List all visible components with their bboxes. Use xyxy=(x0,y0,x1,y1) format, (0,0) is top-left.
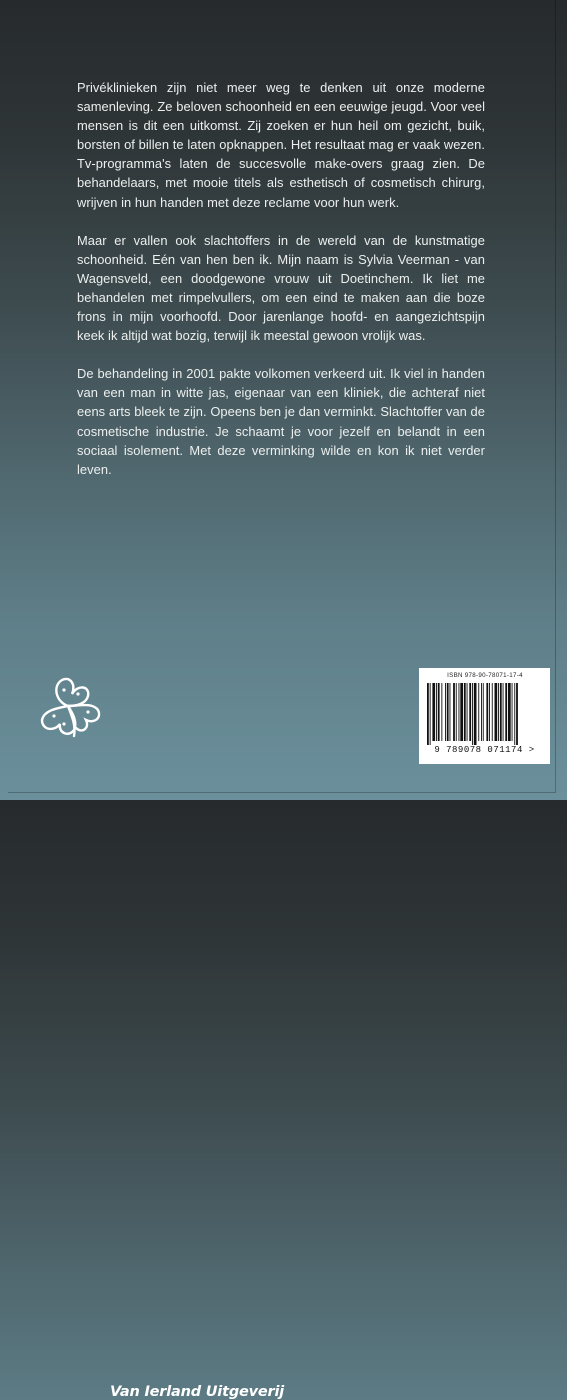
blurb-paragraph-2: Maar er vallen ook slachtoffers in de wereld van de kunstmatige schoonheid. Eén van hen ben ik. Mijn naam is Sylvia Veerman - van Wagensveld, een doodgewone vrouw uit Doetinchem. Ik liet me behandelen met rimpelvullers, om een eind te maken aan die boze frons in mijn voorhoofd. Door jarenlange hoofd- en aangezichtspijn keek ik altijd wat bozig, terwijl ik meestal gewoon vrolijk was. xyxy=(77,232,485,344)
blurb-paragraph-3: De behandeling in 2001 pakte volkomen verkeerd uit. Ik viel in handen van een man in witte jas, eigenaar van een kliniek, die achteraf niet eens arts bleek te zijn. Opeens ben je dan verminkt. Slachtoffer van de cosmetische industrie. Je schaamt je voor jezelf en belandt in een sociaal isolement. Met deze verminking wilde en kon ik niet verder leven. xyxy=(77,366,485,477)
barcode-bars xyxy=(427,683,542,745)
barcode-digits: 9 789078 071174 > xyxy=(434,745,535,755)
publisher-logo xyxy=(38,672,285,1400)
isbn-label: ISBN 978-90-78071-17-4 xyxy=(447,672,523,679)
clover-icon xyxy=(38,672,128,742)
publisher-name: Van Ierland Uitgeverij xyxy=(110,1384,285,1400)
isbn-barcode xyxy=(419,668,550,764)
back-cover-blurb xyxy=(77,78,485,498)
blurb-paragraph-1: Privéklinieken zijn niet meer weg te denken uit onze moderne samenleving. Ze beloven schoonheid en een eeuwige jeugd. Voor veel mensen is dit een uitkomst. Zij zoeken er hun heil om gezicht, buik, borsten of billen te laten opknappen. Het resultaat mag er vaak wezen. Tv-programma's laten de succesvolle make-overs graag zien. De behandelaars, met mooie titels als esthetisch of cosmetisch chirurg, wrijven in hun handen met deze reclame voor hun werk. xyxy=(77,80,485,210)
